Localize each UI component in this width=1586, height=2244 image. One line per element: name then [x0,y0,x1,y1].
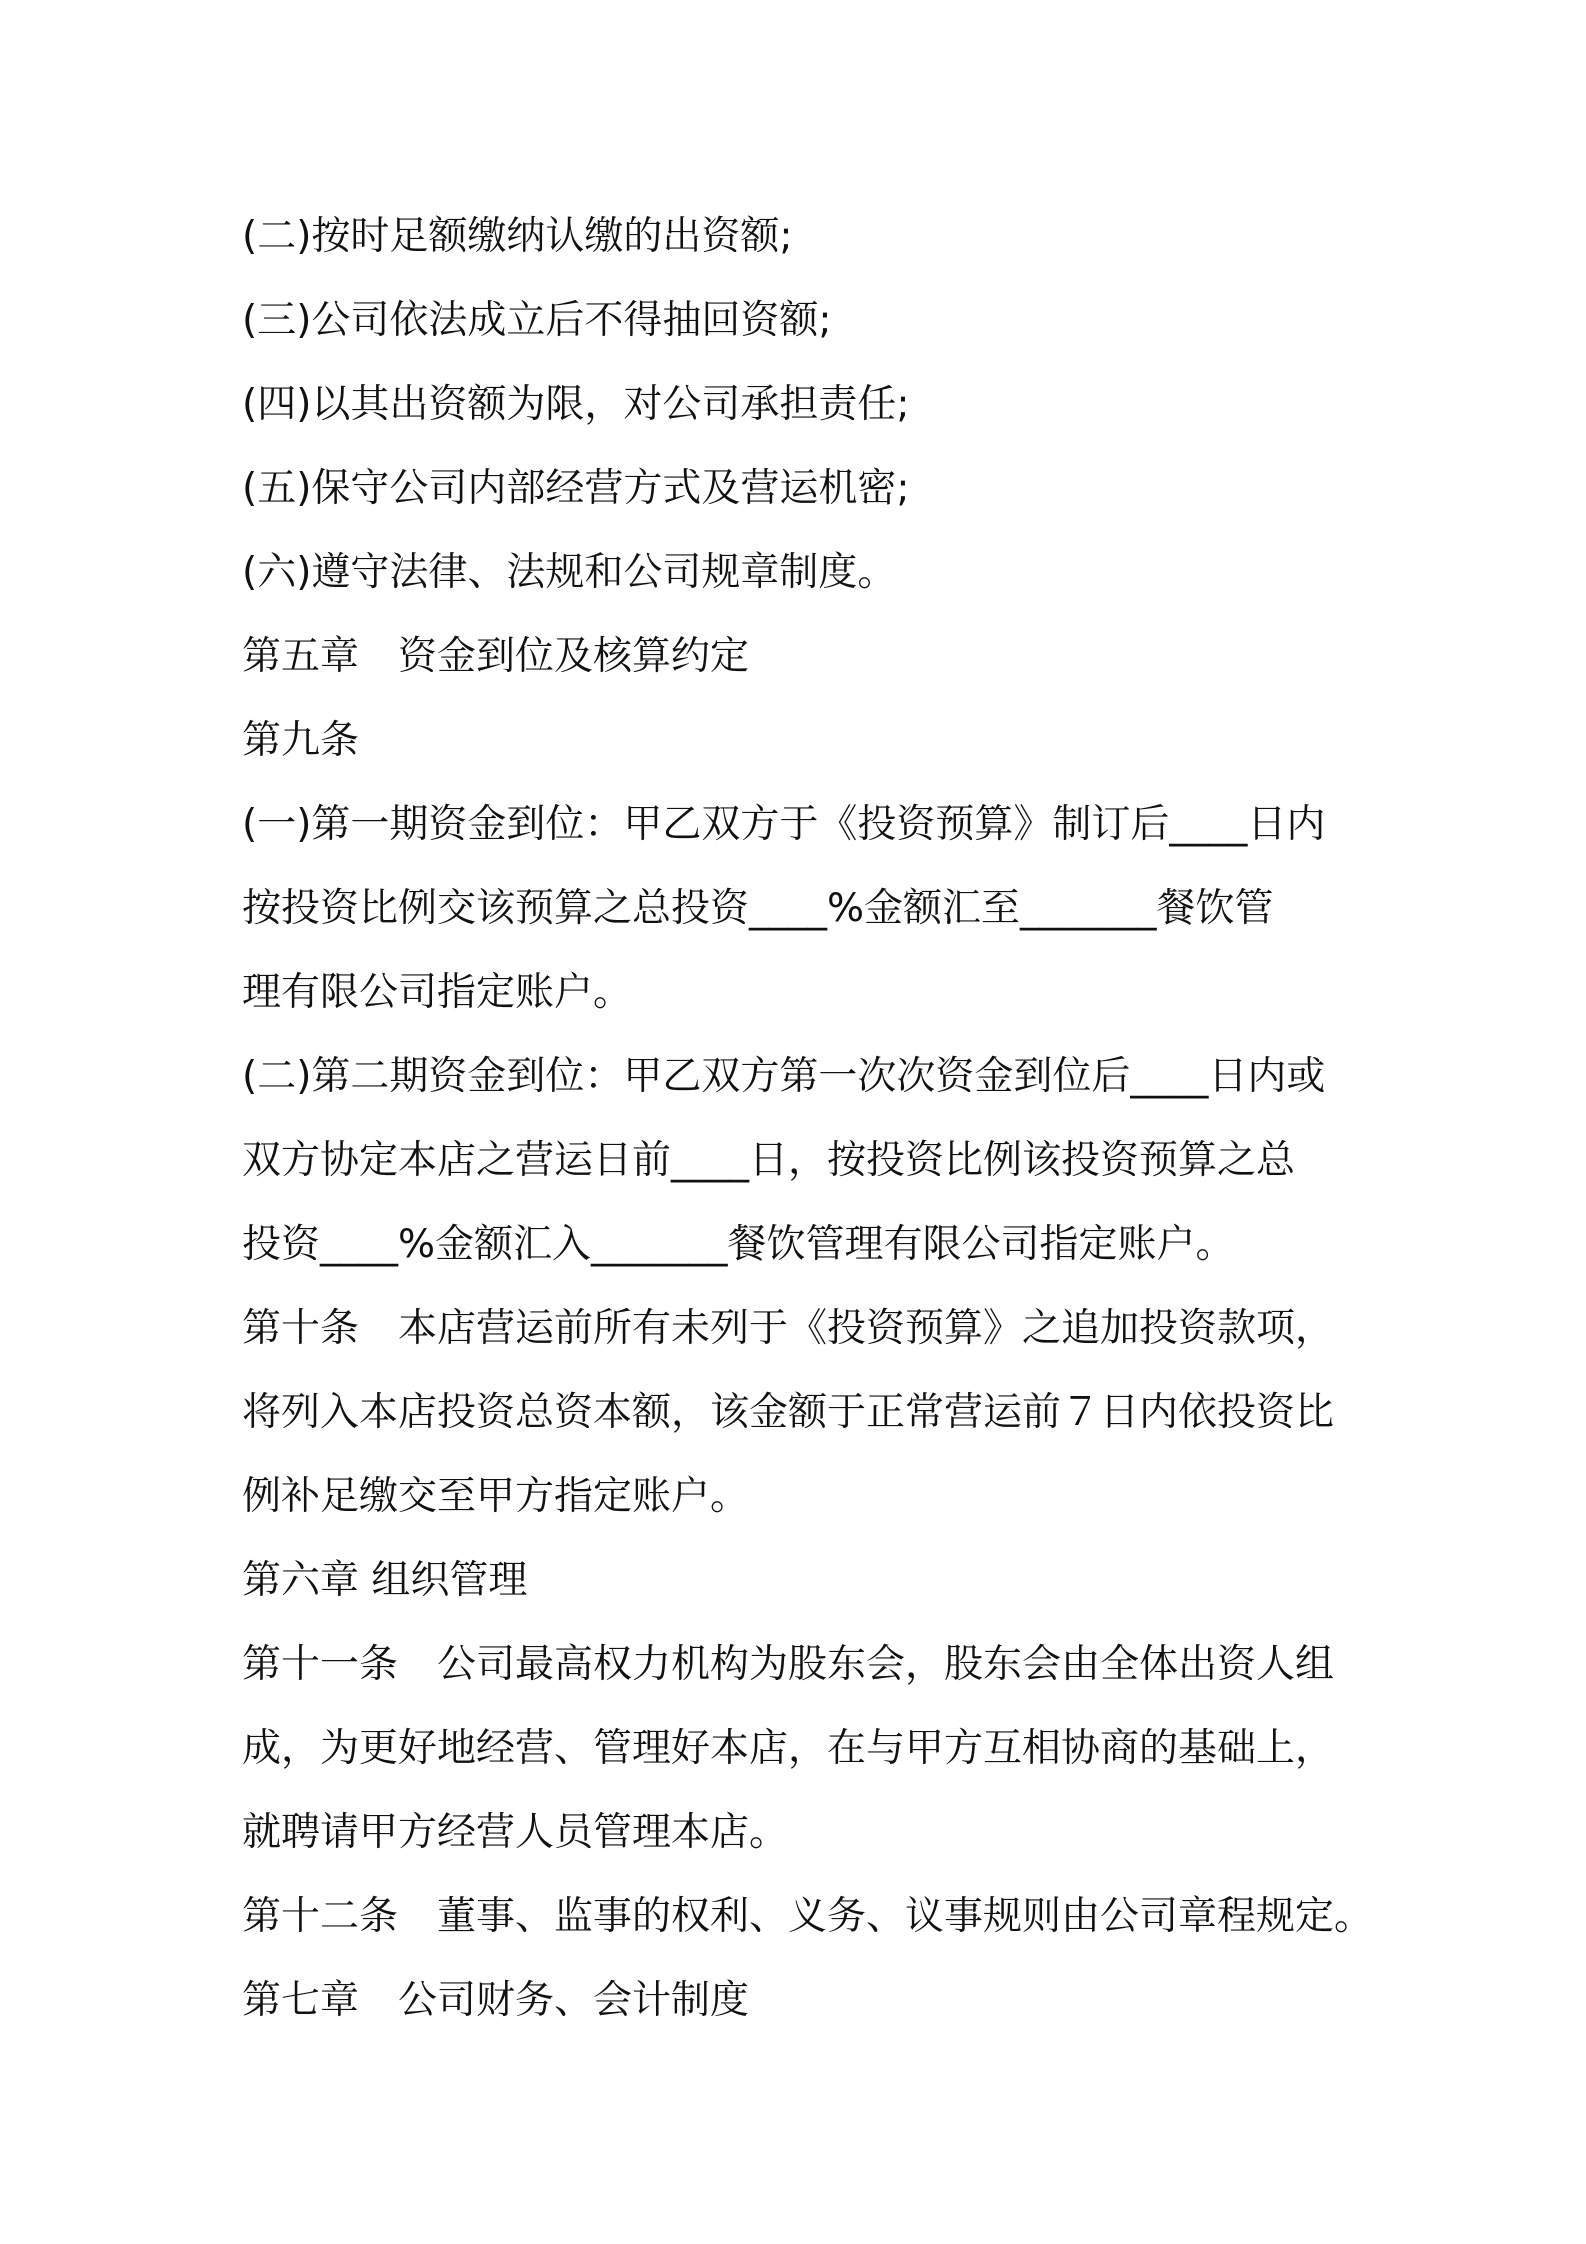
article-10 [242,1287,1362,1539]
article-9-heading: 第九条 [242,718,360,763]
clause-2-pay-capital: (二)按时足额缴纳认缴的出资额; [242,214,793,259]
paragraph-line: 投资____%金额汇入_______餐饮管理有限公司指定账户。 [242,1222,1235,1267]
paragraph-line: 理有限公司指定账户。 [242,970,633,1015]
clause-4-limited-liability: (四)以其出资额为限，对公司承担责任; [242,382,910,427]
paragraph-line: 成，为更好地经营、管理好本店，在与甲方互相协商的基础上， [242,1726,1335,1771]
paragraph-line: 将列入本店投资总资本额，该金额于正常营运前７日内依投资比 [242,1390,1335,1435]
clause-6-comply-law: (六)遵守法律、法规和公司规章制度。 [242,550,897,595]
clause-5-confidentiality: (五)保守公司内部经营方式及营运机密; [242,466,910,511]
paragraph-line: 按投资比例交该预算之总投资____%金额汇至_______餐饮管 [242,886,1274,931]
document-body [242,195,1374,2043]
article-11 [242,1623,1362,1875]
paragraph-line: 就聘请甲方经营人员管理本店。 [242,1810,789,1855]
clause-3-no-withdraw: (三)公司依法成立后不得抽回资额; [242,298,832,343]
paragraph-line: 第十条 本店营运前所有未列于《投资预算》之追加投资款项， [242,1306,1335,1351]
paragraph-line: (一)第一期资金到位：甲乙双方于《投资预算》制订后____日内 [242,802,1326,847]
paragraph-line: 双方协定本店之营运日前____日，按投资比例该投资预算之总 [242,1138,1296,1183]
article-9-clause-1 [242,783,1362,1035]
article-9-clause-2 [242,1035,1362,1287]
chapter-7-heading: 第七章 公司财务、会计制度 [242,1978,750,2023]
paragraph-line: 第十一条 公司最高权力机构为股东会，股东会由全体出资人组 [242,1642,1335,1687]
paragraph-line: 例补足缴交至甲方指定账户。 [242,1474,750,1519]
paragraph-line: (二)第二期资金到位：甲乙双方第一次次资金到位后____日内或 [242,1054,1326,1099]
article-12: 第十二条 董事、监事的权利、义务、议事规则由公司章程规定。 [242,1894,1374,1939]
chapter-5-heading: 第五章 资金到位及核算约定 [242,634,750,679]
chapter-6-heading: 第六章 组织管理 [242,1558,528,1603]
